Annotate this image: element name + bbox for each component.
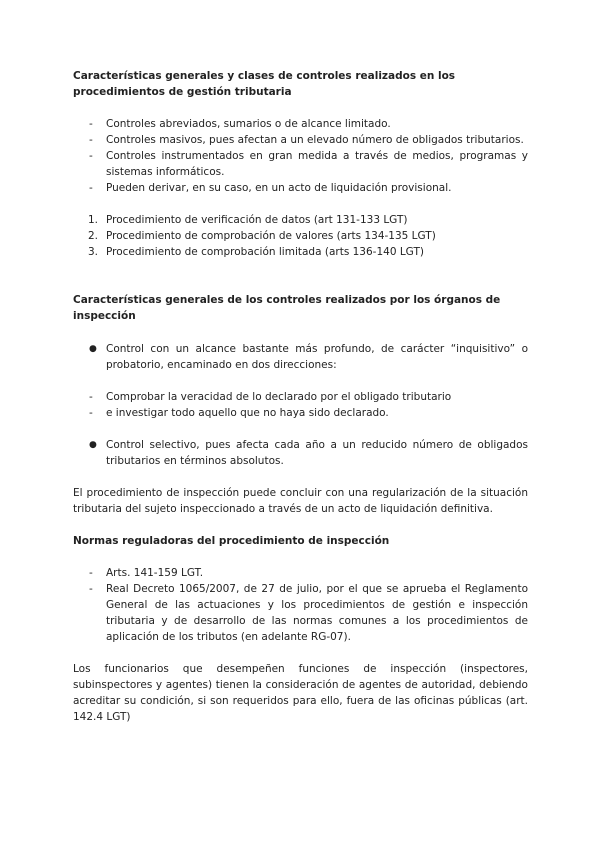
numbered-item: 1. Procedimiento de verificación de datos (art 131-133 LGT) xyxy=(88,214,408,226)
list-item: - Pueden derivar, en su caso, en un acto de liquidación provisional. xyxy=(89,182,452,194)
dash-marker: - xyxy=(89,567,93,579)
dash-marker: - xyxy=(89,134,93,146)
list-item: - Controles abreviados, sumarios o de alcance limitado. xyxy=(89,118,391,130)
section1-heading: Características generales y clases de controles realizados en los procedimientos de gestión tributaria xyxy=(73,70,456,98)
bullet-item: ● Control selectivo, pues afecta cada año a un reducido número de obligados tributarios en términos absolutos. xyxy=(89,439,528,467)
section3-heading: Normas reguladoras del procedimiento de inspección xyxy=(73,535,390,547)
dash-marker: - xyxy=(89,182,93,194)
list-item: - Comprobar la veracidad de lo declarado por el obligado tributario xyxy=(89,391,452,403)
list-item: - e investigar todo aquello que no haya sido declarado. xyxy=(89,407,389,419)
dash-marker: - xyxy=(89,118,93,130)
section1-dash-list xyxy=(73,116,528,196)
section1-numbered-list xyxy=(73,212,528,260)
dash-marker: - xyxy=(89,407,93,419)
section2-dash-list xyxy=(73,389,528,421)
dash-marker: - xyxy=(89,150,93,162)
section2-bullet-list-2 xyxy=(73,437,528,469)
numbered-item: 3. Procedimiento de comprobación limitada (arts 136-140 LGT) xyxy=(88,246,424,258)
document-page xyxy=(73,68,528,725)
bullet-marker: ● xyxy=(89,440,97,450)
dash-marker: - xyxy=(89,583,93,595)
list-item: - Controles instrumentados en gran medida a través de medios, programas y sistemas informáticos. xyxy=(89,150,528,178)
section2-paragraph: El procedimiento de inspección puede concluir con una regularización de la situación tributaria del sujeto inspeccionado a través de un acto de liquidación definitiva. xyxy=(73,487,528,515)
list-item: - Real Decreto 1065/2007, de 27 de julio, por el que se aprueba el Reglamento General de las actuaciones y los procedimientos de gestión e inspección tributaria y de desarrollo de las normas comunes a los procedimientos de aplicación de los tributos (en adelante RG-07). xyxy=(89,583,528,643)
dash-marker: - xyxy=(89,391,93,403)
bullet-marker: ● xyxy=(89,344,97,354)
section3-paragraph: Los funcionarios que desempeñen funciones de inspección (inspectores, subinspectores y agentes) tienen la consideración de agentes de autoridad, debiendo acreditar su condición, si son requeridos para ello, fuera de las oficinas públicas (art. 142.4 LGT) xyxy=(73,663,528,723)
list-item: - Arts. 141-159 LGT. xyxy=(89,567,204,579)
section3-dash-list xyxy=(73,565,528,645)
section2-heading: Características generales de los controles realizados por los órganos de inspección xyxy=(73,294,501,322)
numbered-item: 2. Procedimiento de comprobación de valores (arts 134-135 LGT) xyxy=(88,230,436,242)
list-item: - Controles masivos, pues afectan a un elevado número de obligados tributarios. xyxy=(89,134,524,146)
section2-bullet-list-1 xyxy=(73,341,528,373)
bullet-item: ● Control con un alcance bastante más profundo, de carácter “inquisitivo” o probatorio, encaminado en dos direcciones: xyxy=(89,343,528,371)
